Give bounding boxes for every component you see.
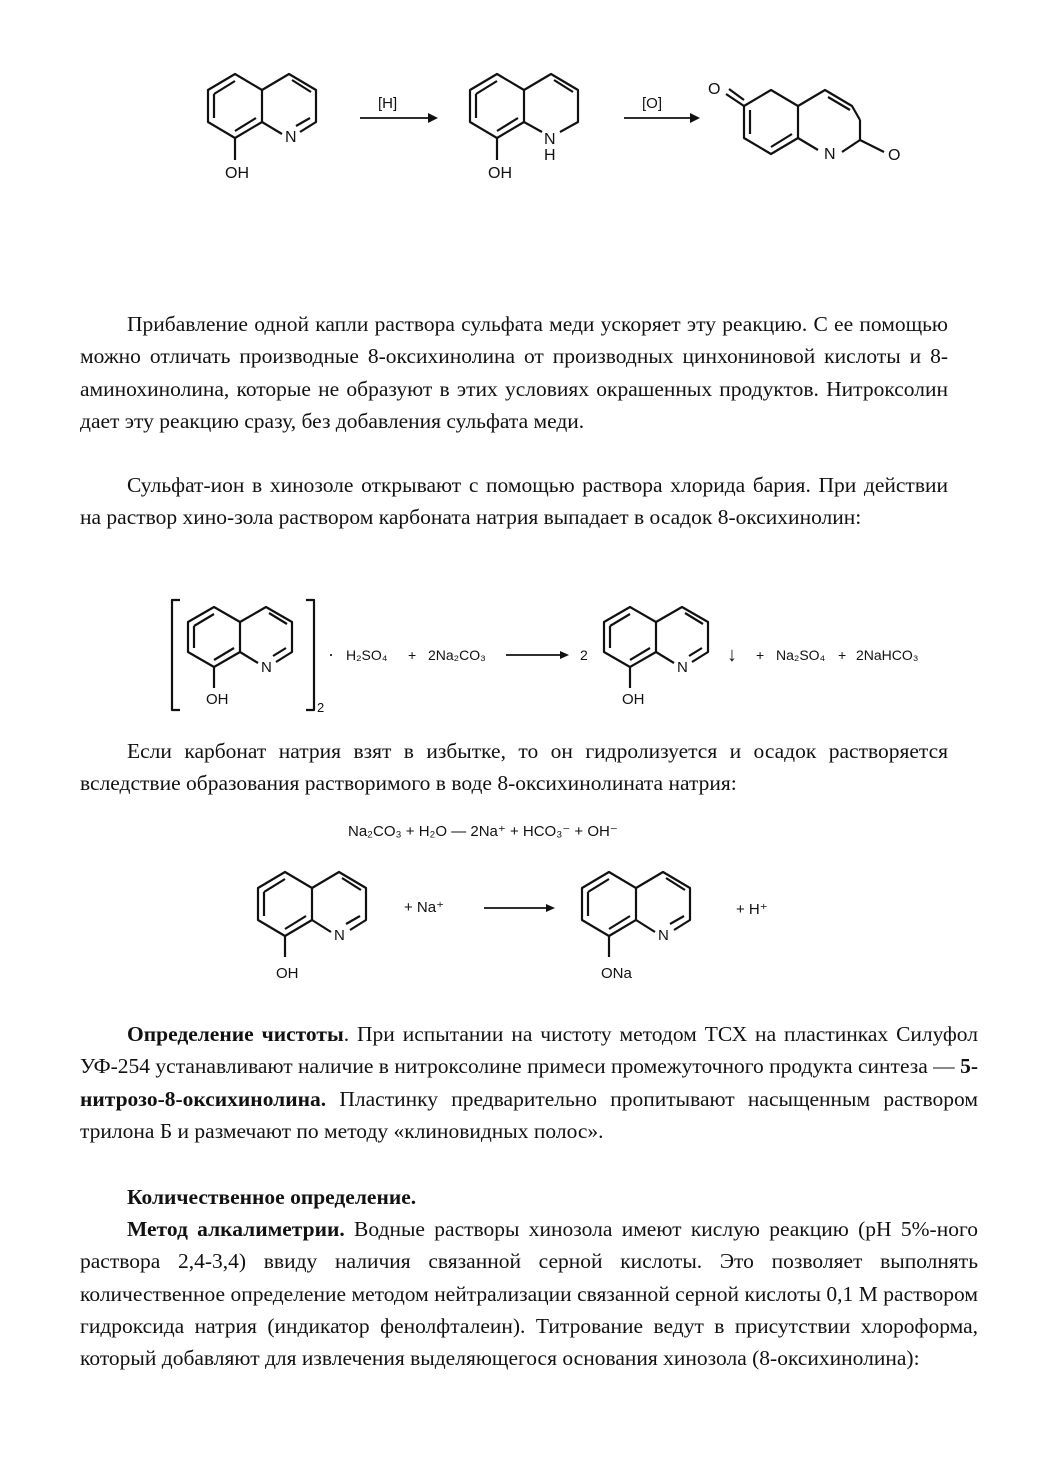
atom-ona: ONa [601, 965, 632, 982]
alkalimetry-text: Водные растворы хинозола имеют кислую реакцию (pH 5%-ного раствора 2,4-3,4) ввиду наличия связанной серной кислоты. Это позволяет выполнять количественное определение методом нейтрализации связанной серной кислоты 0,1 М раствором гидроксида натрия (индикатор фенолфталеин). Титрование ведут в присутствии хлороформа, который добавляют для извлечения выделяющегося основания хинозола (8-оксихинолина): [80, 1217, 978, 1371]
arrow-oxidation [624, 95, 700, 123]
arrow-reduction [360, 95, 438, 123]
bracket-subscript: 2 [317, 700, 325, 715]
scheme-2-graphic [0, 592, 1039, 722]
alkalimetry-heading: Метод алкалиметрии. [127, 1217, 345, 1241]
chinosol-structure [172, 600, 324, 715]
quinone-imine-structure [708, 81, 900, 164]
scheme-3-graphic [0, 814, 1039, 994]
atom-n: N [261, 659, 272, 676]
atom-oh: OH [276, 965, 299, 982]
atom-oh: OH [206, 691, 229, 708]
plus-sodium-ion: + Na⁺ [404, 899, 445, 916]
atom-oh: OH [225, 165, 249, 182]
atom-h: H [544, 147, 556, 164]
oxidation-label: [O] [642, 95, 663, 112]
atom-oh: OH [488, 165, 512, 182]
impurity-name: 5-нитрозо-8-оксихинолина. [80, 1054, 978, 1111]
precipitate-arrow-icon: ↓ [727, 644, 737, 666]
atom-n: N [824, 146, 836, 163]
plus-sign: + [838, 647, 847, 663]
reagent-na2co3: 2Na₂CO₃ [428, 647, 486, 663]
oxine-structure [208, 74, 316, 182]
purity-text-2: Пластинку предварительно пропитывают насыщенным раствором трилона Б и размечают по методу «клиновидных полос». [80, 1086, 978, 1143]
heading-quantitative: Количественное определение. [127, 1185, 417, 1209]
reaction-scheme-1 [0, 60, 1039, 200]
reaction-arrow [506, 651, 569, 659]
purity-heading: Определение чистоты [127, 1022, 344, 1046]
sodium-oxinate-structure [582, 872, 690, 982]
plus-sign: + [756, 647, 765, 663]
oxine-reactant-structure [258, 872, 366, 982]
purity-text-1: . При испытании на чистоту методом ТСХ на пластинках Силуфол УФ-254 устанавливают наличие в нитроксолине примеси промежуточного продукта синтеза — [80, 1022, 978, 1079]
atom-n: N [658, 927, 669, 944]
paragraph-sulfate-ion: Сульфат-ион в хинозоле открывают с помощью раствора хлорида бария. При действии на раствор хино-зола раствором карбоната натрия выпадает в осадок 8-оксихинолин: [80, 473, 948, 530]
atom-n: N [544, 131, 556, 148]
plus-sign: + [408, 647, 417, 663]
paragraph-sodium-carbonate-excess: Если карбонат натрия взят в избытке, то он гидролизуется и осадок растворяется вследствие образования растворимого в воде 8-оксихинолината натрия: [80, 739, 948, 796]
dot-symbol: · [328, 644, 334, 664]
product-nahco3: 2NaHCO₃ [856, 647, 919, 663]
atom-o: O [708, 81, 721, 98]
atom-n: N [677, 659, 688, 676]
hydrolysis-equation: Na₂CO₃ + H₂O — 2Na⁺ + HCO₃⁻ + OH⁻ [348, 823, 618, 840]
coefficient: 2 [580, 647, 588, 663]
atom-n: N [285, 129, 297, 146]
atom-o: O [888, 147, 901, 164]
reaction-scheme-3 [0, 814, 1039, 994]
reduction-label: [H] [378, 95, 398, 112]
reaction-arrow [484, 904, 555, 912]
paragraph-copper-sulfate: Прибавление одной капли раствора сульфата меди ускоряет эту реакцию. С ее помощью можно отличать производные 8-оксихинолина от производных цинхониновой кислоты и 8-аминохинолина, которые не образуют в этих условиях окрашенных продуктов. Нитроксолин дает эту реакцию сразу, без добавления сульфата меди. [80, 312, 948, 433]
oxine-product-structure [604, 607, 708, 708]
atom-n: N [334, 927, 345, 944]
paragraph-alkalimetry [80, 1213, 978, 1374]
paragraph-purity [80, 1018, 978, 1147]
product-na2so4: Na₂SO₄ [776, 647, 826, 663]
reaction-scheme-2 [0, 592, 1039, 722]
scheme-1-graphic [0, 60, 1039, 200]
reagent-h2so4: H₂SO₄ [346, 647, 388, 663]
dihydroquinoline-structure [470, 74, 578, 182]
atom-oh: OH [622, 691, 645, 708]
plus-hydrogen-ion: + H⁺ [736, 901, 768, 918]
